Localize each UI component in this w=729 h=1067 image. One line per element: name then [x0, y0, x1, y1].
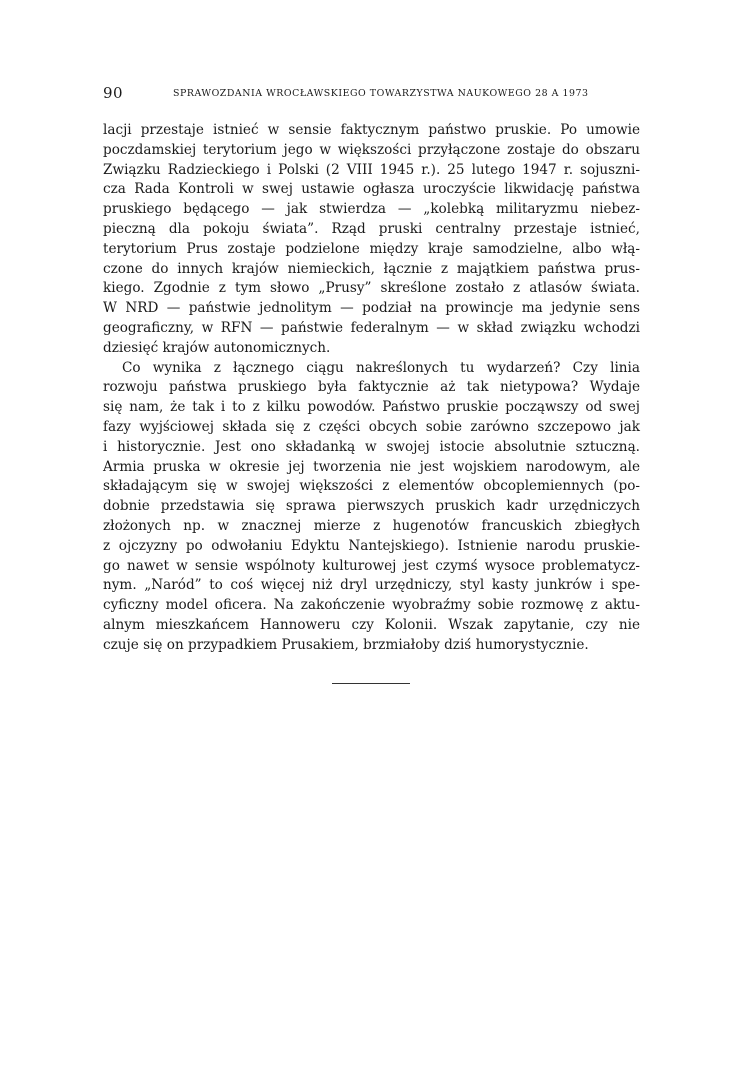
page-number: 90: [103, 84, 124, 102]
text-line: się nam, że tak i to z kilku powodów. Państwo pruskie począwszy od swej: [103, 399, 640, 416]
text-line: z ojczyzny po odwołaniu Edyktu Nantejskiego). Istnienie narodu pruskie-: [103, 537, 640, 554]
text-line: i historycznie. Jest ono składanką w swojej istocie absolutnie sztuczną.: [103, 438, 640, 455]
text-line: lacji przestaje istnieć w sensie faktycznym państwo pruskie. Po umowie: [103, 122, 640, 138]
text-line: Związku Radzieckiego i Polski (2 VIII 1945 r.). 25 lutego 1947 r. sojuszni-: [103, 161, 640, 178]
text-line: poczdamskiej terytorium jego w większości przyłączone zostaje do obszaru: [103, 141, 640, 158]
text-line: go nawet w sensie wspólnoty kulturowej jest czymś wysoce problematycz-: [103, 557, 640, 574]
text-line: alnym mieszkańcem Hannoweru czy Kolonii. Wszak zapytanie, czy nie: [103, 616, 640, 633]
text-line: dobnie przedstawia się sprawa pierwszych pruskich kadr urzędniczych: [103, 498, 640, 515]
text-line: nym. „Naród” to coś więcej niż dryl urzędniczy, styl kasty junkrów i spe-: [103, 577, 640, 594]
section-end-rule: [332, 683, 410, 684]
body-text: [103, 121, 640, 656]
text-line: Co wynika z łącznego ciągu nakreślonych tu wydarzeń? Czy linia: [122, 359, 640, 376]
text-line: terytorium Prus zostaje podzielone między kraje samodzielne, albo włą-: [103, 240, 640, 257]
text-line: złożonych np. w znacznej mierze z hugenotów francuskich zbiegłych: [103, 517, 640, 534]
text-line: fazy wyjściowej składa się z części obcych sobie zarówno szczepowo jak: [103, 418, 640, 435]
text-line: czone do innych krajów niemieckich, łącznie z majątkiem państwa prus-: [103, 260, 640, 277]
text-line: dziesięć krajów autonomicznych.: [103, 339, 331, 356]
text-line: kiego. Zgodnie z tym słowo „Prusy” skreślone zostało z atlasów świata.: [103, 280, 640, 297]
text-line: pieczną dla pokoju świata”. Rząd pruski centralny przestaje istnieć,: [103, 220, 640, 237]
text-line: W NRD — państwie jednolitym — podział na prowincje ma jedynie sens: [103, 300, 640, 317]
text-line: geograficzny, w RFN — państwie federalnym — w skład związku wchodzi: [103, 319, 640, 336]
text-line: rozwoju państwa pruskiego była faktycznie aż tak nietypowa? Wydaje: [103, 379, 640, 396]
text-line: cyficzny model oficera. Na zakończenie wyobraźmy sobie rozmowę z aktu-: [103, 597, 640, 614]
text-line: składającym się w swojej większości z elementów obcoplemiennych (po-: [103, 478, 640, 495]
page-header: [103, 82, 640, 104]
paragraph-1: [103, 121, 640, 359]
text-line: czuje się on przypadkiem Prusakiem, brzmiałoby dziś humorystycznie.: [103, 636, 589, 653]
paragraph-2: [103, 359, 640, 656]
text-line: cza Rada Kontroli w swej ustawie ogłasza uroczyście likwidację państwa: [103, 181, 640, 198]
text-line: pruskiego będącego — jak stwierdza — „kolebką militaryzmu niebez-: [103, 201, 640, 218]
text-line: Armia pruska w okresie jej tworzenia nie jest wojskiem narodowym, ale: [103, 458, 640, 475]
running-head: SPRAWOZDANIA WROCŁAWSKIEGO TOWARZYSTWA NAUKOWEGO 28 A 1973: [173, 88, 589, 99]
